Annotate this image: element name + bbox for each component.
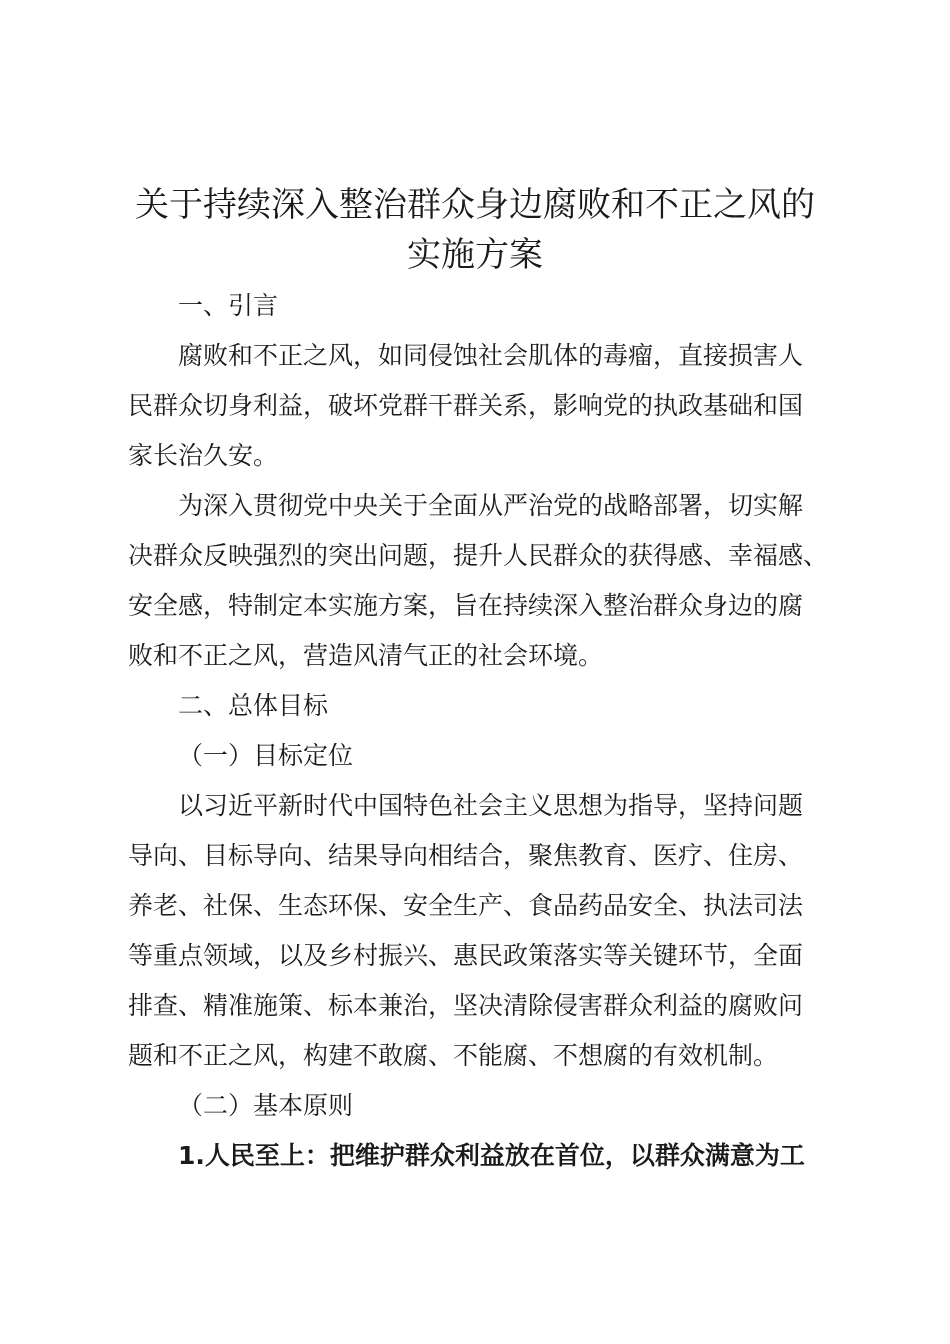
subsection-heading-goal-positioning: （一）目标定位 xyxy=(178,741,354,770)
paragraph-line: 排查、精准施策、标本兼治，坚决清除侵害群众利益的腐败问 xyxy=(128,991,804,1020)
section-heading-introduction: 一、引言 xyxy=(178,291,279,320)
principle-item-1: 1.人民至上：把维护群众利益放在首位，以群众满意为工 xyxy=(178,1141,805,1170)
paragraph-line: 题和不正之风，构建不敢腐、不能腐、不想腐的有效机制。 xyxy=(128,1041,779,1070)
section-heading-overall-goals: 二、总体目标 xyxy=(178,691,329,720)
subsection-heading-basic-principles: （二）基本原则 xyxy=(178,1091,354,1120)
paragraph-line: 导向、目标导向、结果导向相结合，聚焦教育、医疗、住房、 xyxy=(128,841,804,870)
paragraph-line: 腐败和不正之风，如同侵蚀社会肌体的毒瘤，直接损害人 xyxy=(178,341,804,370)
document-title-line-2: 实施方案 xyxy=(407,235,543,275)
paragraph-line: 以习近平新时代中国特色社会主义思想为指导，坚持问题 xyxy=(178,791,804,820)
paragraph-line: 民群众切身利益，破坏党群干群关系，影响党的执政基础和国 xyxy=(128,391,804,420)
paragraph-line: 为深入贯彻党中央关于全面从严治党的战略部署，切实解 xyxy=(178,491,804,520)
document-title-line-1: 关于持续深入整治群众身边腐败和不正之风的 xyxy=(135,185,815,225)
paragraph-line: 家长治久安。 xyxy=(128,441,279,470)
paragraph-line: 决群众反映强烈的突出问题，提升人民群众的获得感、幸福感、 xyxy=(128,541,829,570)
paragraph-line: 败和不正之风，营造风清气正的社会环境。 xyxy=(128,641,604,670)
paragraph-line: 养老、社保、生态环保、安全生产、食品药品安全、执法司法 xyxy=(128,891,804,920)
paragraph-line: 等重点领域，以及乡村振兴、惠民政策落实等关键环节，全面 xyxy=(128,941,804,970)
paragraph-line: 安全感，特制定本实施方案，旨在持续深入整治群众身边的腐 xyxy=(128,591,804,620)
